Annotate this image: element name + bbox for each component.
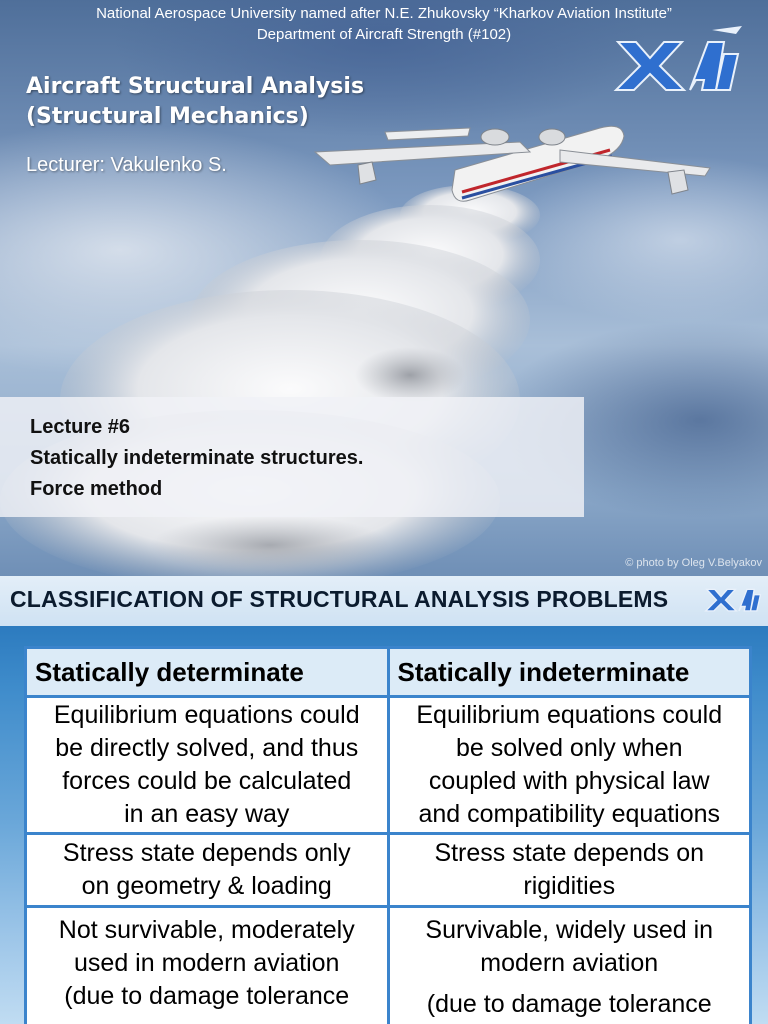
course-title-line-1: Aircraft Structural Analysis [26,74,365,99]
cell-text: forces could be calculated [62,767,352,795]
xai-logo-icon [704,580,764,618]
table-cell [26,907,389,1024]
cell-text: used in modern aviation [74,949,340,977]
table-cell [388,907,751,1024]
table-cell [388,697,751,834]
cell-text: Stress state depends only [62,839,351,867]
slide-heading: CLASSIFICATION OF STRUCTURAL ANALYSIS PROBLEMS [10,586,669,612]
aircraft-icon [315,126,710,201]
university-name: National Aerospace University named after N.E. Zhukovsky “Kharkov Aviation Institute” [96,5,672,22]
course-title-line-2: (Structural Mechanics) [26,104,309,129]
cell-text: Equilibrium equations could [416,701,723,729]
cell-text: in an easy way [124,800,290,828]
lecture-topic-line-2: Force method [30,478,163,500]
cell-text: (due to damage tolerance [426,990,712,1018]
lecture-info-box [0,397,584,517]
table-cell [26,697,389,834]
table-cell [26,834,389,907]
cell-text: (due to damage tolerance [64,982,350,1010]
cell-text: coupled with physical law [428,767,710,795]
cell-text: Stress state depends on [434,839,705,867]
cell-text: Not survivable, moderately [58,916,355,944]
table-row [26,834,751,907]
header-statically-indeterminate: Statically indeterminate [388,648,751,697]
xai-logo-icon [612,24,746,94]
cell-text: Survivable, widely used in [425,916,714,944]
classification-slide [0,576,768,1024]
header-statically-determinate: Statically determinate [26,648,389,697]
cell-text: rigidities [523,872,616,900]
cell-text: modern aviation [480,949,659,977]
table-row [26,697,751,834]
cell-text: be solved only when [455,734,683,762]
table-cell [388,834,751,907]
cell-text: and compatibility equations [418,800,721,828]
photo-credit: © photo by Oleg V.Belyakov [625,557,762,569]
table-row [26,907,751,1024]
cell-text: Equilibrium equations could [53,701,360,729]
lecture-topic-line-1: Statically indeterminate structures. [30,447,364,469]
course-title [26,72,364,132]
cell-text: on geometry & loading [81,872,332,900]
department-name: Department of Aircraft Strength (#102) [256,26,512,43]
lecture-number: Lecture #6 [30,416,131,438]
lecturer-name: Lecturer: Vakulenko S. [26,154,227,176]
cell-text: be directly solved, and thus [55,734,359,762]
table-header-row [26,648,751,697]
comparison-table [24,646,752,1024]
